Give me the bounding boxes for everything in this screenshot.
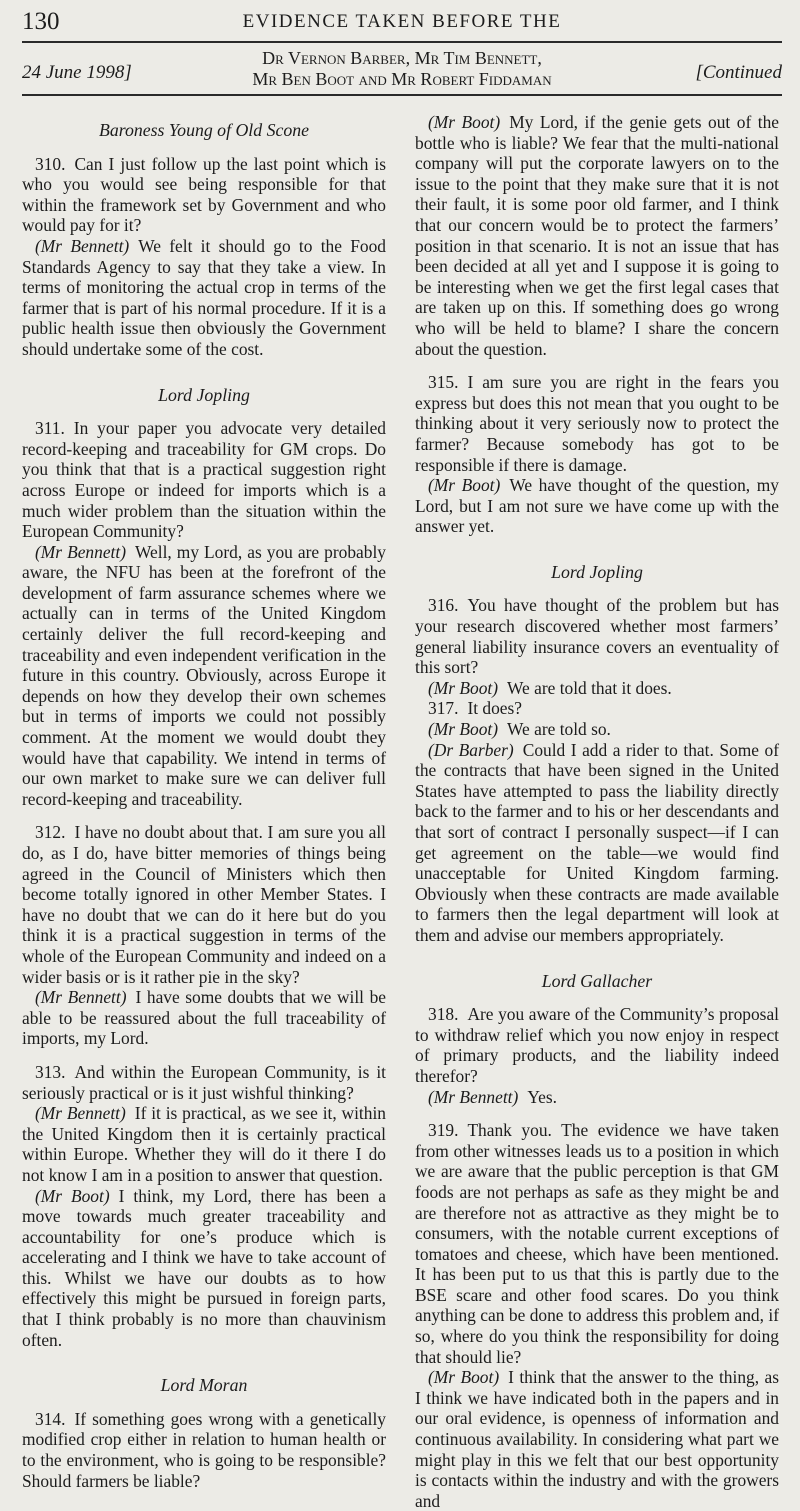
question-text: Can I just follow up the last point which is who you would see being responsible for that within the framework set by Government and who would pay for it? <box>22 153 386 236</box>
question-number: 310. <box>35 153 66 174</box>
question-number: 317. <box>428 698 459 719</box>
page-header <box>22 8 782 38</box>
question-text: In your paper you advocate very detailed record-keeping and traceability for GM crops. Do you think that that is a practical suggestion right across Europe or indeed for imports which is a much wider problem than the situation within the European Community? <box>22 418 386 542</box>
left-column <box>22 112 386 1491</box>
question-text: Are you aware of the Community’s proposal to withdraw relief which you now enjoy in respect of primary products, and the liability indeed therefor? <box>415 1004 779 1086</box>
answer-text: We are told that it does. <box>507 677 672 698</box>
speaker-heading: Lord Gallacher <box>541 970 653 991</box>
witness-name: (Mr Boot) <box>428 719 499 740</box>
question-text: If something goes wrong with a genetically modified crop either in relation to human health or to the environment, who is going to be responsible? Should farmers be liable? <box>22 1408 386 1491</box>
answer-text: Could I add a rider to that. Some of the contracts that have been signed in the United States have attempted to pass the liability directly back to the farmer and to his or her descendants and that sort of contract I personally suspect—if I can get agreement on the table—we would find unacceptable for United Kingdom farming. Obviously when these contracts are made available to farmers then the legal department will look at them and advise our members appropriately. <box>415 739 779 945</box>
witness-name: (Mr Bennett) <box>35 1103 126 1124</box>
witness-name: (Mr Bennett) <box>35 541 126 562</box>
witness-name: (Mr Boot) <box>35 1185 110 1206</box>
answer-311 <box>22 542 386 810</box>
answer-315 <box>415 475 779 537</box>
answer-317-barber <box>415 740 779 946</box>
question-311 <box>22 418 386 542</box>
witness-name: (Mr Bennett) <box>35 987 127 1008</box>
question-315 <box>415 372 779 475</box>
right-column <box>415 112 779 1511</box>
question-312 <box>22 822 386 987</box>
witness-name: (Mr Bennett) <box>428 1086 519 1107</box>
continued-label: [Continued <box>695 62 782 83</box>
question-text: Thank you. The evidence we have taken from other witnesses leads us to a position in which we are aware that the public perception is that GM foods are not perhaps as safe as they might be and are therefore not as attractive as they might be to consumers, with the notable current exceptions of tomatoes and cheese, which have been mentioned. It has been put to us that this is partly due to the BSE scare and other food scares. Do you think anything can be done to address this problem and, if so, where do you think the responsibility for doing that should lie? <box>415 1120 779 1367</box>
question-number: 312. <box>35 822 66 843</box>
question-text: It does? <box>467 698 523 719</box>
answer-text: We have thought of the question, my Lord, but I am not sure we have come up with the answer yet. <box>415 475 780 537</box>
question-316 <box>415 595 779 677</box>
question-number: 319. <box>428 1120 459 1141</box>
question-number: 313. <box>35 1061 66 1082</box>
question-text: You have thought of the problem but has your research discovered whether most farmers’ general liability insurance covers an eventuality of this sort? <box>415 595 779 678</box>
question-number: 315. <box>428 372 459 393</box>
answer-text: I think that the answer to the thing, as I think we have indicated both in the papers and in our oral evidence, is openness of information and continuous availability. In considering what part we might play in this we felt that our best opportunity is contacts within the industry and with the growers and <box>415 1367 779 1511</box>
header-rule-bottom <box>22 94 782 96</box>
question-313 <box>22 1062 386 1103</box>
answer-314 <box>415 112 779 359</box>
answer-313-boot <box>22 1186 386 1351</box>
answer-318 <box>415 1087 779 1108</box>
page-number: 130 <box>22 8 60 35</box>
answer-text: Well, my Lord, as you are probably aware, the NFU has been at the forefront of the development of farm assurance schemes where we actually can in terms of the United Kingdom certainly deliver the full record-keeping and traceability and even independent verification in the future in this country. Obviously, across Europe it depends on how they develop their own schemes but in terms of imports we could not possibly comment. At the moment we would doubt they would have that capability. We intend in terms of our own market to make sure we can deliver full record-keeping and traceability. <box>22 541 386 809</box>
answer-312 <box>22 987 386 1049</box>
question-text: I am sure you are right in the fears you express but does this not mean that you ought to be thinking about it very seriously now to protect the farmer? Because somebody has got to be responsible if there is damage. <box>415 372 779 475</box>
witness-header <box>22 48 782 92</box>
witness-name: (Mr Boot) <box>428 1367 500 1388</box>
question-number: 311. <box>35 418 65 439</box>
question-319 <box>415 1120 779 1367</box>
witness-name: (Dr Barber) <box>428 739 514 760</box>
question-number: 314. <box>35 1408 66 1429</box>
answer-text: If it is practical, as we see it, within the United Kingdom then it is certainly practical within Europe. Whether they will do it there I do not know I am in a position to answer that question. <box>22 1103 386 1185</box>
question-text: And within the European Community, is it seriously practical or is it just wishful thinking? <box>22 1061 386 1103</box>
answer-text: I have some doubts that we will be able to be reassured about the full traceability of imports, my Lord. <box>22 987 386 1049</box>
witness-names <box>172 48 632 90</box>
speaker-heading: Lord Jopling <box>158 384 250 405</box>
speaker-heading: Baroness Young of Old Scone <box>98 120 310 140</box>
answer-319 <box>415 1367 779 1511</box>
header-rule-top <box>22 41 782 43</box>
question-314 <box>22 1409 386 1491</box>
witness-name: (Mr Bennett) <box>35 235 130 256</box>
session-date: 24 June 1998] <box>22 62 132 83</box>
question-number: 318. <box>428 1004 459 1025</box>
answer-310 <box>22 236 386 360</box>
question-317 <box>415 698 779 719</box>
page-title: EVIDENCE TAKEN BEFORE THE <box>242 11 562 32</box>
answer-text: I think, my Lord, there has been a move towards much greater traceability and accountability for one’s produce which is accelerating and I think we have to take account of this. Whilst we have our doubts as to how effectively this might be pursued in foreign parts, that I think probably is no more than chauvinism often. <box>22 1185 387 1350</box>
answer-316 <box>415 678 779 699</box>
question-310 <box>22 154 386 236</box>
answer-317-boot <box>415 719 779 740</box>
answer-text: My Lord, if the genie gets out of the bottle who is liable? We fear that the multi-national company will put the corporate lawyers on to the issue to the point that they make sure that it is not their fault, it is some poor old farmer, and I think that our concern would be to protect the farmers’ position in that scenario. It is not an issue that has been decided at all yet and I suppose it is going to be interesting when we get the first legal cases that are taken up on this. If something does go wrong who will be held to blame? I share the concern about the question. <box>415 112 779 359</box>
answer-text: We are told so. <box>507 719 611 740</box>
question-318 <box>415 1004 779 1086</box>
witness-names-line-2: Mr Ben Boot and Mr Robert Fiddaman <box>252 69 552 89</box>
answer-text: Yes. <box>527 1086 557 1107</box>
speaker-heading: Lord Moran <box>160 1375 248 1396</box>
question-number: 316. <box>428 595 459 616</box>
speaker-heading: Lord Jopling <box>551 561 643 582</box>
answer-313-bennett <box>22 1103 386 1185</box>
question-text: I have no doubt about that. I am sure you all do, as I do, have bitter memories of things being agreed in the Council of Ministers which then become totally ignored in other Member States. I have no doubt that we can do it here but do you think it is a practical suggestion in terms of the whole of the European Community and indeed on a wider basis or is it rather pie in the sky? <box>22 822 386 987</box>
witness-name: (Mr Boot) <box>428 677 499 698</box>
answer-text: We felt it should go to the Food Standards Agency to say that they take a view. In terms of monitoring the actual crop in terms of the farmer that is part of his normal procedure. If it is a public health issue then obviously the Government should undertake some of the cost. <box>22 235 386 359</box>
witness-name: (Mr Boot) <box>428 112 501 132</box>
witness-names-line-1: Dr Vernon Barber, Mr Tim Bennett, <box>262 48 542 68</box>
witness-name: (Mr Boot) <box>428 475 501 496</box>
